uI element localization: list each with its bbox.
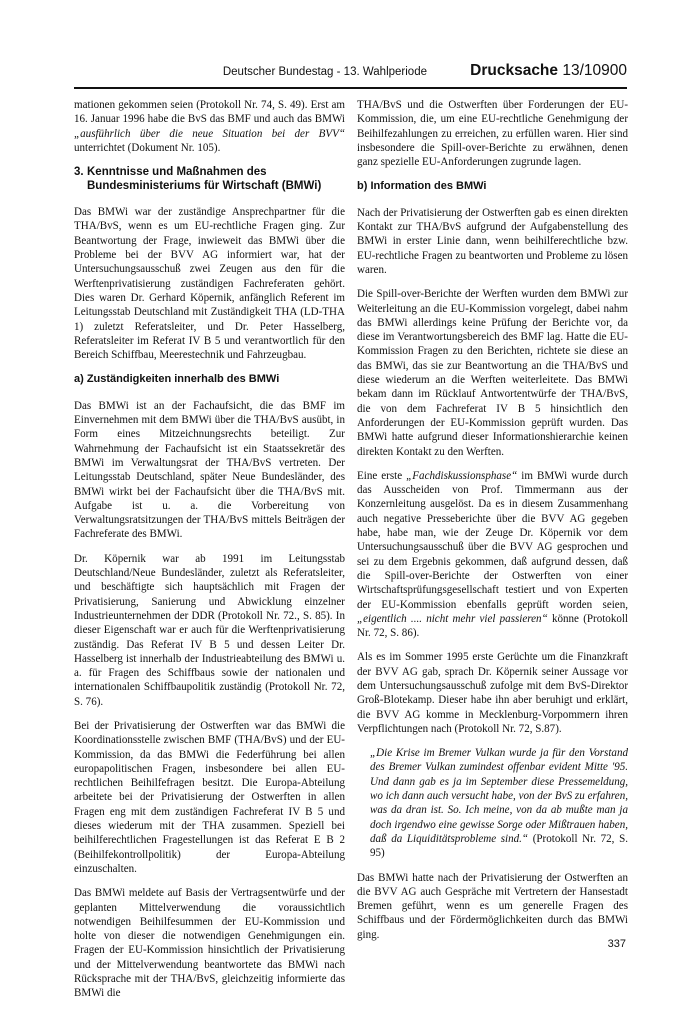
section-heading	[74, 165, 345, 193]
paragraph: THA/BvS und die Ostwerften über Forderungen der EU-Kommission, die, um eine EU-rechtliche Genehmigung der Beihilfezahlungen zu erreichen, zu erfüllen waren. Hier sind insbesondere die Spill-over-Berichte zu erwähnen, denen ganz spezielle EU-Anforderungen zugrunde lagen.	[357, 99, 628, 169]
quote-text: „Die Krise im Bremer Vulkan wurde ja für den Vorstand des Bremer Vulkan zumindest offenbar evident Mitte '95. Und dann gab es ja im September diese Pressemeldung, wo ich dann auch versucht habe, von der BvS zu erfahren, was da dran ist. So. Ich meine, von da ab mußte man ja doch irgendwo eine gewisse Sorge oder Mißtrauen haben, daß da Liquiditätsprobleme sind.“	[370, 747, 628, 845]
paragraph: Bei der Privatisierung der Ostwerften war das BMWi die Koordinationsstelle zwischen BMF (THA/BvS) und der EU-Kommission, da das BMWi die Federführung bei allen europapolitischen Fragen, insbesondere bei allen EU-rechtlichen Beihilfefragen besitzt. Die Europa-Abteilung arbeitete bei der Privatisierung der Ostwerften in allen Fragen eng mit dem zuständigen Fachreferat IV B 5 und dieses wiederum mit der THA zusammen. Speziell bei beihilferechtlichen Fragestellungen ist das Referat E B 2 (Beihilfekontrollpolitik) der Europa-Abteilung einzuschalten.	[74, 719, 345, 875]
paragraph: Das BMWi war der zuständige Ansprechpartner für die THA/BvS, wenn es um EU-rechtliche Fragen ging. Zur Beantwortung der Frage, inwieweit das BMWi über die Probleme bei der BVV AG informiert war, hat der Untersuchungsausschuß zwei Zeugen aus den für die Werftenprivatisierung zuständigen Fachreferaten gehört. Dies waren Dr. Gerhard Köpernik, anfänglich Referent im Leitungsstab Deutschland mit Zuständigkeit THA (LD-THA 1) zuletzt Referatsleiter, und Dr. Peter Hasselberg, Referatsleiter im Referat IV B 5 und verantwortlich für den Bereich Schiffbau, Meerestechnik und Fahrzeugbau.	[74, 206, 345, 362]
subsection-heading: a) Zuständigkeiten innerhalb des BMWi	[74, 373, 280, 386]
paragraph: Das BMWi ist an der Fachaufsicht, die das BMF im Einvernehmen mit dem BMWi über die THA/BvS ausübt, in Form eines Mitzeichnungsrechts beteiligt. Zur Wahrnehmung der Fachaufsicht ist ein Staatssekretär des BMWi im Verwaltungsrat der THA/BvS vertreten. Der Leitungsstab Deutschland, später Neue Bundesländer, des BMWi wirkt bei der Fachaufsicht über die THA/BvS mit. Aufgabe ist u. a. die Vorbereitung von Verwaltungsratsitzungen der THA/BvS mittels Beiträgen der Fachreferate des BMWi.	[74, 399, 345, 541]
left-column	[74, 98, 345, 1011]
paragraph	[74, 98, 345, 155]
emphasis-text: „ausführlich über die neue Situation bei der BVV“	[74, 127, 345, 140]
right-column	[357, 98, 628, 952]
header-rule	[74, 87, 627, 89]
emphasis-text: „eigentlich .... nicht mehr viel passieren“	[357, 612, 548, 625]
doc-label: Drucksache	[470, 62, 559, 79]
paragraph: Als es im Sommer 1995 erste Gerüchte um die Finanzkraft der BVV AG gab, sprach Dr. Köpernik seiner Aussage vor dem Untersuchungsausschuß zufolge mit dem BvS-Direktor Groß-Blotekamp. Dieser habe ihn aber beruhigt und erklärt, die BVV AG komme in Mecklenburg-Vorpommern ihren Verpflichtungen nach (Protokoll Nr. 72, S.87).	[357, 651, 628, 735]
section-title-line2: Bundesministeriums für Wirtschaft (BMWi)	[87, 180, 322, 193]
paragraph: Das BMWi hatte nach der Privatisierung der Ostwerften an die BVV AG auch Gespräche mit Vertretern der Hansestadt Bremen geführt, wenn es um generelle Fragen des Schiffbaus und der Fördermöglichkeiten durch das BMWi ging.	[357, 871, 628, 941]
text: könne (Protokoll Nr. 72, S. 86).	[357, 612, 628, 640]
page-number: 337	[607, 938, 626, 950]
text: Eine erste	[357, 469, 407, 482]
subsection-heading: b) Information des BMWi	[357, 180, 487, 193]
publisher-line: Deutscher Bundestag - 13. Wahlperiode	[222, 66, 427, 78]
paragraph: Die Spill-over-Berichte der Werften wurden dem BMWi zur Weiterleitung an die EU-Kommission vorgelegt, dabei nahm das BMWi allerdings keine Prüfung der Berichte vor, da diese im Verantwortungsbereich des BMF lag. Hatte die EU-Kommission Fragen zu den Berichten, richtete sie diese an das BMWi, das sie zur Beantwortung an die THA/BvS und diese wiederum an die Werften weiterleitete. Das BMWi bekam dann im Rücklauf Antwortentwürfe der THA/BvS, die von dem Fachreferat IV B 5 hinsichtlich den Anforderungen der EU-Kommission geprüft wurden. Das BMWi hatte aufgrund dieser Informationshierarchie keinen direkten Kontakt zu den Werften.	[357, 288, 628, 458]
text: unterrichtet (Dokument Nr. 105).	[74, 141, 221, 154]
paragraph: Dr. Köpernik war ab 1991 im Leitungsstab Deutschland/Neue Bundesländer, zuletzt als Referatsleiter, und beschäftigte sich hauptsächlich mit Fragen der Privatisierung, Sanierung und Abwicklung einzelner Industrieunternehmen der DDR (Protokoll Nr. 72., S. 85). In dieser Eigenschaft war er auch für die Werftenprivatisierung zuständig. Das Referat IV B 5 und dessen Leiter Dr. Hasselberg ist innerhalb der Industrieabteilung des BMWi u. a. für Fragen des Schiffbaus sowie der nationalen und internationalen Schiffbaupolitik zuständig (Protokoll Nr. 72, S. 76).	[74, 552, 345, 708]
paragraph: Nach der Privatisierung der Ostwerften gab es einen direkten Kontakt zur THA/BvS aufgrund der Aufgabenstellung des BMWi in erster Linie dann, wenn beihilferechtliche bzw. EU-rechtliche Fragen zu beantworten und Probleme zu lösen waren.	[357, 206, 628, 276]
text: mationen gekommen seien (Protokoll Nr. 74, S. 49). Erst am 16. Januar 1996 habe die BvS das BMF und auch das BMWi	[74, 99, 345, 126]
text: im BMWi wurde durch das Ausscheiden von Prof. Timmermann aus der Konzernleitung ausgelöst. Da es in diesem Zusammenhang auch negative Presseberichte über die BVV AG gegeben habe, habe man, wie der Zeuge Dr. Köpernik vor dem Untersuchungsausschuß über die BVV AG gesprochen und sei zu dem Ergebnis gekommen, daß aufgrund dessen, daß die Spill-over-Berichte der Ostwerften von einer Wirtschaftsprüfungsgesellschaft testiert und von Experten der EU-Kommission ebenfalls geprüft worden seien,	[357, 469, 629, 611]
emphasis-text: „Fachdiskussionsphase“	[406, 469, 518, 482]
page-header	[74, 62, 627, 84]
section-number: 3.	[74, 166, 84, 179]
paragraph	[357, 469, 628, 641]
document-number	[470, 62, 627, 80]
block-quote	[370, 746, 628, 860]
section-title-line1: Kenntnisse und Maßnahmen des	[87, 166, 267, 179]
paragraph: Das BMWi meldete auf Basis der Vertragsentwürfe und der geplanten Mittelverwendung die voraussichtlich notwendigen Beihilfesummen der EU-Kommission und holte von dieser die notwendigen Genehmigungen ein. Fragen der EU-Kommission hinsichtlich der Privatisierung und der Mittelverwendung beantwortete das BMWi nach Rücksprache mit der THA/BvS, gleichzeitig informierte das BMWi die	[74, 887, 345, 1000]
doc-number-value: 13/10900	[562, 62, 627, 79]
quote-reference: (Protokoll Nr. 72, S. 95)	[370, 832, 628, 860]
